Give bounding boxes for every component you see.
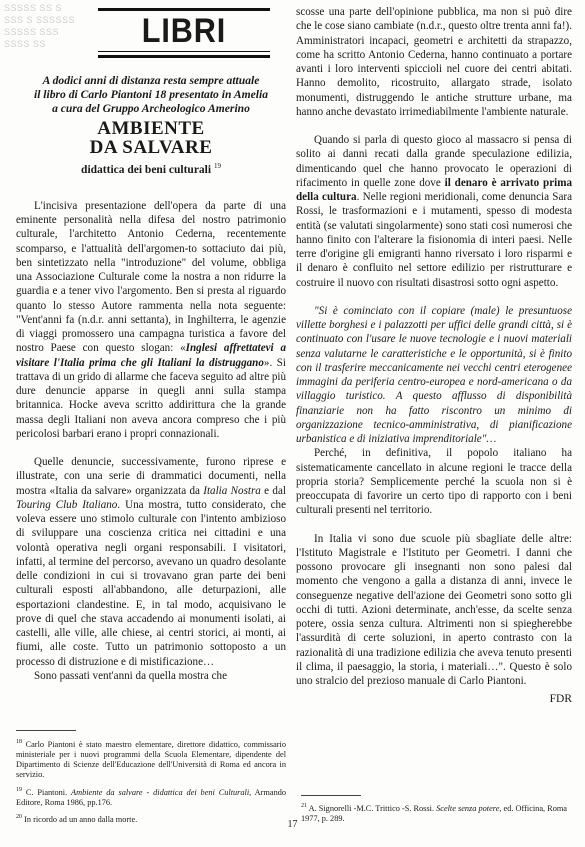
subheadline-text: didattica dei beni culturali xyxy=(81,163,212,176)
footnote-18: $^{18}$ Carlo Piantoni è stato maestro elementare, direttore didattico, commissario ministeriale per i nuovi programmi della Scuola Elementare, dipendente del Dipartimento di Scienze dell'Educazione dell'Università di Roma ed ancora in servizio. xyxy=(16,739,287,780)
paragraph-r5: In Italia vi sono due scuole più sbagliate delle altre: l'Istituto Magistrale e l'Istituto per Geometri. I danni che possono provocare gli insegnanti non sono palesi dal momento che vengono a galla a distanza di anni, invece le conseguenze negative dell'azione dei Geometri sono sotto gli occhi di tutti. Azioni determinate, anch'esse, da scelte senza potere, ossia senza cultura. Altrimenti non si spiegherebbe l'assurdità di certe soluzioni, in aperto contrasto con la razionalità di una tradizione edilizia che aveva tenuto presenti il clima, il paesaggio, la storia, i materiali…". Questo è solo uno stralcio del prezioso manuale di Carlo Piantoni. xyxy=(296,532,572,687)
bleed-through-text: SSSSS SS S SSS S SSSSSS SSSSS SSS SSSS SS xyxy=(4,3,76,49)
left-body-text xyxy=(16,199,286,683)
author-signature: FDR xyxy=(549,693,572,706)
intro-line-3: a cura del Gruppo Archeologico Amerino xyxy=(52,102,250,115)
headline-line-1: AMBIENTE xyxy=(97,118,205,139)
emphasis: il denaro è arrivato prima della cultura xyxy=(296,176,572,203)
footnote-20: $^{20}$ In ricordo ad un anno dalla morte. xyxy=(16,813,138,824)
footnote-divider xyxy=(301,795,361,796)
right-body-text xyxy=(296,5,572,688)
paragraph-r1: scosse una parte dell'opinione pubblica, ma non si può dire che le cose siano cambiate (n.d.r., questo oltre trenta anni fa!). Amministratori incapaci, geometri e architetti da strapazzo, come ha scritto Antonio Cederna, hanno continuato a portare avanti i loro interventi spiccioli nel cuore dei centri abitati. Hanno demolito, ricostruito, allargato strade, isolato monumenti, distruggendo le antiche strutture urbane, ma hanno anche devastato irrimediabilmente l'ambiente naturale. xyxy=(296,6,572,118)
footnote-divider xyxy=(16,730,76,731)
footnotes-left xyxy=(16,730,286,829)
slogan: Inglesi affrettatevi a visitare l'Italia prima che gli Italiani la distruggano xyxy=(16,342,286,369)
section-header xyxy=(98,8,270,58)
article-intro xyxy=(16,74,286,116)
footnote-19: $^{19}$ C. Piantoni. Ambiente da salvare - didattica dei beni Culturali, Armando Editore, Roma 1986, pp.176. xyxy=(16,786,287,807)
footnote-ref-19: 19 xyxy=(213,162,221,170)
footnote-21: $^{21}$ A. Signorelli -M.C. Trittico -S. Rossi. Scelte senza potere, ed. Officina, Roma 1977, p. 289. xyxy=(301,803,567,823)
section-title: LIBRI xyxy=(141,12,227,50)
intro-line-1: A dodici anni di distanza resta sempre attuale xyxy=(42,74,260,87)
paragraph-r4: Perché, in definitiva, il popolo italiano ha sistematicamente cancellato in alcune regioni le tracce della propria storia? Semplicemente perché la scuola non si è preoccupata di favorire un certo tipo di rapporto con i beni culturali presenti nel territorio. xyxy=(296,447,572,517)
paragraph-3: Sono passati vent'anni da quella mostra che xyxy=(34,669,228,682)
intro-line-2: il libro di Carlo Piantoni 18 presentato in Amelia xyxy=(33,88,269,101)
paragraph-1: L'incisiva presentazione dell'opera da parte di una eminente personalità nella difesa del nostro patrimonio culturale, l'architetto Antonio Cederna, recentemente scomparso, e l'attualità dell'argomen-to sottaciuto dai più, ben sintetizzato nella "introduzione" del volume, obbliga una Associazione Culturale come la nostra a non ridurre la guardia e a tener vivo l'argomento. Ben si presta al riguardo quanto lo stesso Autore rammenta nella nota seguente: "Vent'anni fa (n.d.r. anni settanta), in Inghilterra, le agenzie di viaggi promossero una campagna turistica a favore del nostro Paese con questo slogan: «Inglesi affrettatevi a visitare l'Italia prima che gli Italiani la distruggano». Si trattava di un grido di allarme che faceva seguito ad altre più dure denuncie apparse in quegli anni sulla stampa britannica. Hocke aveva scritto addirittura che la grande massa degli Italiani non aveva ancora compreso che i più pericolosi barbari erano i propri connazionali. xyxy=(16,199,286,440)
left-column xyxy=(16,8,286,683)
paragraph-r2: Quando si parla di questo gioco al massacro si pensa di solito ai danni recati dalla grande speculazione edilizia, dimenticando quel che hanno provocato le operazioni di rifacimento in quelle zone dove il denaro è arrivato prima della cultura. Nelle regioni meridionali, come denuncia Sara Rossi, le trasformazioni e i mutamenti, spesso di modesta entità (se valutati singolarmente) sono stati così numerosi che hanno finito con l'alterare la fisionomia di interi paesi. Nelle terre d'origine gli emigranti hanno riversato i loro risparmi e il denaro è confluito nel settore edilizio per ristrutturare e costruire il nuovo con risultati disastrosi sotto ogni aspetto. xyxy=(296,134,572,289)
article-subheadline xyxy=(16,159,286,177)
page-number: 17 xyxy=(287,819,298,830)
article-headline xyxy=(16,119,286,157)
right-column xyxy=(296,5,572,705)
paragraph-2: Quelle denuncie, successivamente, furono riprese e illustrate, con una serie di drammatici documenti, nella mostra «Italia da salvare» organizzata da Italia Nostra e dal Touring Club Italiano. Una mostra, tutto considerato, che voleva essere uno stimolo culturale con l'intento ambizioso di sviluppare una coscienza critica nei cittadini e una volontà operativa negli organi responsabili. I visitatori, infatti, al termine del percorso, avevano un quadro desolante delle condizioni in cui si trovavano gran parte dei beni culturali esposti all'abbandono, alle deturpazioni, alle esportazioni clandestine. E, in tal modo, acquisivano le prove di quel che stava accadendo ai monumenti isolati, ai castelli, alle ville, alle chiese, ai centri storici, ai monti, ai fiumi, alle coste. Tutto un patrimonio sottoposto a un processo di distruzione e di mistificazione… xyxy=(16,456,286,668)
quotation: "Si è cominciato con il copiare (male) le presuntuose villette borghesi e i palazzotti per uffici delle grandi città, si è continuato con l'usare le nuove tecnologie e i nuovi materiali senza valutarne le caratteristiche e le opportunità, si è finito con il trasferire meccanicamente nei vecchi centri eterogenee immagini da periferia centro-europea e nord-americana o da villaggio turistico. A questo afflusso di disponibilità finanziarie non ha fatto riscontro un minimo di organizzazione tecnico-amministrativa, di pianificazione urbanistica e di iniziativa imprenditoriale"… xyxy=(296,304,572,445)
headline-line-2: DA SALVARE xyxy=(89,137,213,158)
